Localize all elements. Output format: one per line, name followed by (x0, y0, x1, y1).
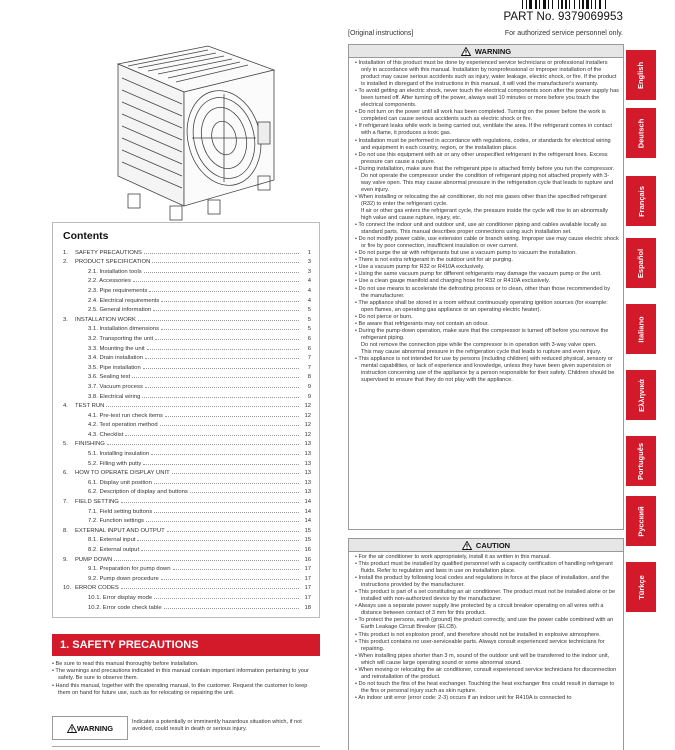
toc-label: 2.4. Electrical requirements (88, 297, 160, 304)
toc-item[interactable] (63, 572, 319, 582)
toc-page: 12 (304, 412, 311, 419)
warning-text: If air or other gas enters the refrigerant cycle, the pressure inside the cycle will rise to an abnormally high value and cause rupture, injury, etc. (361, 207, 608, 222)
warning-text: • Using the same vacuum pump for different refrigerants may damage the vacuum pump or the unit. (355, 271, 602, 278)
toc-page: 13 (304, 479, 311, 486)
toc-item[interactable] (63, 342, 319, 352)
caution-list (349, 552, 623, 702)
safety-intro-item: • Be sure to read this manual thoroughly before installation. (52, 661, 199, 667)
caution-text: • When moving or relocating the air conditioner, consult experienced service technicians for disconnection and reinstallation of the product. (355, 666, 617, 680)
toc-item[interactable] (63, 543, 319, 553)
warning-item (355, 152, 619, 166)
toc-page: 4 (307, 287, 311, 294)
toc-item[interactable] (63, 419, 319, 429)
language-tab-3[interactable] (626, 238, 656, 288)
toc-label: 7.2. Function settings (88, 518, 144, 525)
warning-item (355, 138, 619, 152)
caution-item (355, 695, 619, 702)
toc-item[interactable] (63, 246, 319, 256)
toc-leader (114, 560, 299, 561)
toc-item[interactable] (63, 409, 319, 419)
toc-leader (146, 521, 299, 522)
toc-number: 5. (63, 441, 68, 448)
toc-item[interactable] (63, 371, 319, 381)
warning-text: • Do not purge the air with refrigerants but use a vacuum pump to vacuum the installation. (355, 250, 577, 257)
toc-label: FINISHING (75, 441, 105, 448)
caution-text: • This product contains no user-serviceable parts. Always consult experienced service technicians for repairing. (355, 638, 605, 652)
safety-intro-item: • Hand this manual, together with the operating manual, to the customer. Request the customer to keep them on hand for future use, such as for relocating or repairing the unit. (52, 682, 308, 696)
toc-page: 18 (304, 604, 311, 611)
toc-page: 15 (304, 527, 311, 534)
warning-item (355, 60, 619, 88)
language-tab-label: English (636, 61, 646, 89)
toc-item[interactable] (63, 467, 319, 477)
toc-label: 10.2. Error code check table (88, 604, 162, 611)
toc-leader (154, 483, 299, 484)
warning-text: • This appliance is not intended for use by persons (including children) with reduced physical, sensory or mental capabilities, or lack of experience and knowledge, unless they have been given supervision or instruction concerning use of the appliance by a person responsible for their safety. Children should be supervised to ensure that they do not play with the appliance. (355, 355, 615, 384)
warning-item (355, 271, 619, 278)
toc-leader (145, 387, 299, 388)
warning-box-header (349, 45, 623, 58)
toc-page: 13 (304, 451, 311, 458)
warning-item (355, 194, 619, 222)
outdoor-unit-illustration (108, 44, 280, 222)
language-tab-label: Italiano (636, 315, 646, 343)
toc-page: 6 (307, 335, 311, 342)
toc-item[interactable] (63, 294, 319, 304)
toc-page: 14 (304, 518, 311, 525)
toc-page: 17 (304, 566, 311, 573)
warning-text: • To avoid getting an electric shock, never touch the electrical components soon after the power supply has been turned off. After turning off the power, always wait 10 minutes or more before you touch the electrical components. (355, 88, 619, 109)
language-tab-label: Español (636, 248, 646, 278)
toc-page: 14 (304, 508, 311, 515)
toc-page: 16 (304, 556, 311, 563)
toc-leader (142, 397, 299, 398)
toc-label: 3.7. Vacuum process (88, 383, 143, 390)
caution-text: • This product is part of a set constituting an air conditioner. The product must not be installed alone or be installed with non-authorized device by the manufacturer. (355, 589, 616, 603)
toc-leader (161, 329, 299, 330)
language-tab-label: Deutsch (636, 118, 646, 148)
toc-item[interactable] (63, 265, 319, 275)
toc-page: 5 (307, 316, 311, 323)
caution-item (355, 681, 619, 695)
language-tab-label: Русский (636, 505, 646, 537)
toc-label: 4.1. Pre-test run check items (88, 412, 163, 419)
toc-label: 9.2. Pump down procedure (88, 575, 159, 582)
caution-item (355, 632, 619, 639)
warning-item (355, 264, 619, 271)
authorized-personnel-note: For authorized service personnel only. (504, 30, 623, 37)
toc-label: ERROR CODES (75, 585, 119, 592)
toc-item[interactable] (63, 563, 319, 573)
toc-label: 3.5. Pipe installation (88, 364, 141, 371)
toc-page: 12 (304, 431, 311, 438)
toc-page: 9 (307, 393, 311, 400)
toc-leader (151, 454, 299, 455)
warning-text: • Do not pierce or burn. (355, 313, 413, 320)
warning-text: • During installation, make sure that the refrigerant pipe is attached firmly before you run the compressor. (355, 165, 615, 172)
toc-leader (167, 531, 299, 532)
warning-box (348, 44, 624, 530)
toc-number: 2. (63, 259, 68, 266)
warning-triangle-icon (461, 47, 471, 56)
toc-item[interactable] (63, 256, 319, 266)
part-number: PART No. 9379069953 (503, 11, 623, 23)
warning-item (355, 88, 619, 109)
warning-item (355, 328, 619, 356)
caution-text: • For the air conditioner to work appropriately, install it as written in this manual. (355, 554, 551, 560)
warning-item (355, 236, 619, 250)
language-tab-2[interactable] (626, 176, 656, 226)
toc-item[interactable] (63, 390, 319, 400)
toc-leader (121, 588, 299, 589)
toc-item[interactable] (63, 352, 319, 362)
warning-item (355, 166, 619, 194)
caution-box (348, 538, 624, 750)
language-tab-4[interactable] (626, 304, 656, 354)
warning-text: • To connect the indoor unit and outdoor unit, use air conditioner piping and cables available locally as standard parts. This manual describes proper connections using such installation set. (355, 222, 607, 236)
toc-leader (164, 608, 299, 609)
toc-label: 3.8. Electrical wiring (88, 393, 141, 400)
toc-leader (133, 281, 299, 282)
toc-leader (154, 512, 299, 513)
toc-item[interactable] (63, 457, 319, 467)
toc-item[interactable] (63, 515, 319, 525)
toc-number: 4. (63, 403, 68, 410)
toc-page: 7 (307, 364, 311, 371)
language-tab-1[interactable] (626, 108, 656, 158)
toc-item[interactable] (63, 582, 319, 592)
toc-page: 1 (307, 249, 311, 256)
toc-label: SAFETY PRECAUTIONS (75, 249, 142, 256)
toc-leader (143, 464, 299, 465)
language-tab-6[interactable] (626, 436, 656, 486)
warning-legend (52, 716, 320, 740)
toc-label: 8.1. External input (88, 537, 136, 544)
toc-item[interactable] (63, 447, 319, 457)
toc-label: PUMP DOWN (75, 556, 113, 563)
toc-leader (144, 253, 299, 254)
toc-item[interactable] (63, 323, 319, 333)
toc-number: 3. (63, 316, 68, 323)
toc-page: 3 (307, 259, 311, 266)
toc-leader (161, 579, 299, 580)
toc-label: INSTALLATION WORK (75, 316, 136, 323)
language-tab-7[interactable] (626, 496, 656, 546)
warning-item (355, 109, 619, 123)
toc-page: 17 (304, 585, 311, 592)
caution-text: • To protect the persons, earth (ground) the product correctly, and use the power cable combined with an Earth Leakage Circuit Breaker (ELCB). (355, 617, 614, 631)
toc-item[interactable] (63, 400, 319, 410)
toc-item[interactable] (63, 275, 319, 285)
contents-title: Contents (63, 230, 109, 242)
toc-label: 7.1. Field setting buttons (88, 508, 153, 515)
toc-leader (107, 444, 299, 445)
caution-item (355, 589, 619, 603)
warning-item (355, 300, 619, 314)
toc-leader (165, 416, 299, 417)
warning-item (355, 257, 619, 264)
language-tab-label: Ελληνικά (636, 378, 646, 412)
warning-item (355, 278, 619, 285)
caution-text: • This product must be installed by qualified personnel with a capacity certification of handling refrigerant fluids. Refer to regulation and laws in use on installation place. (355, 561, 613, 575)
caution-box-header (349, 539, 623, 552)
warning-text: • Use a clean gauge manifold and charging hose for R32 or R410A exclusively. (355, 278, 550, 285)
language-tab-label: Français (636, 185, 646, 217)
warning-legend-label (52, 716, 128, 740)
language-tab-5[interactable] (626, 370, 656, 420)
barcode (522, 0, 624, 9)
warning-legend-description: Indicates a potentially or imminently hazardous situation which, if not avoided, could result in death or serious injury. (132, 719, 302, 733)
toc-page: 13 (304, 489, 311, 496)
warning-item (355, 314, 619, 321)
toc-item[interactable] (63, 486, 319, 496)
toc-page: 9 (307, 383, 311, 390)
toc-page: 7 (307, 355, 311, 362)
toc-item[interactable] (63, 476, 319, 486)
warning-text: • When installing or relocating the air conditioner, do not mix gases other than the specified refrigerant (R32) to enter the refrigerant cycle. (355, 193, 607, 207)
caution-triangle-icon (462, 541, 472, 550)
caution-item (355, 603, 619, 617)
toc-leader (161, 301, 299, 302)
original-instructions-note: [Original instructions] (348, 30, 414, 37)
toc-leader (172, 473, 299, 474)
toc-item[interactable] (63, 332, 319, 342)
toc-label: 5.1. Installing insulation (88, 451, 150, 458)
toc-page: 13 (304, 441, 311, 448)
caution-item (355, 561, 619, 575)
warning-text: • During the pump-down operation, make sure that the compressor is turned off before you remove the refrigerant piping. (355, 327, 609, 341)
warning-text: This may cause abnormal pressure in the refrigeration cycle that leads to rupture and even injury. (361, 348, 602, 355)
toc-page: 12 (304, 422, 311, 429)
warning-item (355, 222, 619, 236)
toc-label: 9.1. Preparation for pump down (88, 566, 171, 573)
toc-item[interactable] (63, 495, 319, 505)
toc-page: 8 (307, 374, 311, 381)
toc-item[interactable] (63, 380, 319, 390)
language-tab-label: Türkçe (636, 574, 646, 600)
warning-text: • Installation of this product must be done by experienced service technicians or professional installers only in accordance with this manual. Installation by nonprofessional or improper installation of the product may cause serious accidents such as injury, water leakage, electric shock, or fire. If the product is installed in disregard of the instructions in this manual, it will void the manufacturer's warranty. (355, 60, 617, 88)
toc-page: 3 (307, 268, 311, 275)
toc-leader (147, 349, 299, 350)
toc-leader (145, 358, 299, 359)
warning-text: • There is not extra refrigerant in the outdoor unit for air purging. (355, 257, 513, 264)
toc-page: 16 (304, 547, 311, 553)
warning-text: • Use a vacuum pump for R32 or R410A exclusively. (355, 264, 485, 271)
toc-label: 3.3. Mounting the unit (88, 345, 145, 352)
toc-label: 10.1. Error display mode (88, 594, 153, 601)
warning-text: • Do not use this equipment with air or any other unspecified refrigerant in the refrigerant lines. Excess pressure can cause a rupture. (355, 151, 608, 165)
warning-item (355, 321, 619, 328)
toc-label: 2.1. Installation tools (88, 268, 142, 275)
toc-leader (143, 368, 299, 369)
toc-page: 4 (307, 278, 311, 285)
toc-page: 17 (304, 575, 311, 582)
safety-precautions-heading: 1. SAFETY PRECAUTIONS (52, 634, 320, 656)
toc-item[interactable] (63, 313, 319, 323)
language-tab-0[interactable] (626, 50, 656, 100)
warning-list (349, 58, 623, 384)
toc-page: 13 (304, 460, 311, 467)
warning-text: • Do not use means to accelerate the defrosting process or to clean, other than those recommended by the manufacturer. (355, 285, 611, 299)
toc-item[interactable] (63, 591, 319, 601)
warning-item (355, 286, 619, 300)
warning-box-title: WARNING (474, 46, 512, 56)
toc-leader (149, 291, 299, 292)
caution-item (355, 639, 619, 653)
caution-item (355, 617, 619, 631)
toc-label: 2.5. General information (88, 307, 152, 314)
toc-label: HOW TO OPERATE DISPLAY UNIT (75, 470, 170, 477)
toc-item[interactable] (63, 428, 319, 438)
divider (52, 746, 320, 747)
toc-label: TEST RUN (75, 403, 105, 410)
toc-number: 10. (63, 585, 72, 592)
toc-page: 5 (307, 307, 311, 314)
toc-number: 1. (63, 249, 68, 256)
toc-label: PRODUCT SPECIFICATION (75, 259, 151, 266)
toc-label: 5.2. Filling with putty (88, 460, 142, 467)
toc-item[interactable] (63, 505, 319, 515)
toc-label: FIELD SETTING (75, 499, 119, 506)
toc-leader (152, 262, 299, 263)
warning-item (355, 250, 619, 257)
warning-text: • Do not turn on the power until all work has been completed. Turning on the power before the work is completed can cause serious accidents such as electric shock or fire. (355, 109, 606, 123)
safety-intro-list (52, 661, 320, 697)
warning-text: • The appliance shall be stored in a room without continuously operating ignition sources (for example: open flames, an operating gas appliance or an operating electric heater). (355, 299, 608, 313)
toc-label: 3.2. Transporting the unit (88, 335, 154, 342)
toc-label: 3.4. Drain installation (88, 355, 144, 362)
caution-text: • This product is not explosion proof, and therefore should not be installed in explosive atmosphere. (355, 631, 601, 638)
caution-text: • Do not touch the fins of the heat exchanger. Touching the heat exchanger fins could result in damage to the fins or personal injury such as skin rupture. (355, 680, 615, 694)
toc-item[interactable] (63, 553, 319, 563)
toc-leader (137, 540, 299, 541)
toc-item[interactable] (63, 304, 319, 314)
caution-item (355, 667, 619, 681)
toc-item[interactable] (63, 524, 319, 534)
toc-label: 6.2. Description of display and buttons (88, 489, 188, 496)
warning-legend-text: WARNING (76, 723, 114, 733)
toc-leader (190, 492, 299, 493)
warning-text: Do not remove the connection pipe while the compressor is in operation with 3-way valve open. (361, 341, 597, 348)
toc-leader (141, 550, 299, 551)
language-tab-label: Português (636, 442, 646, 480)
toc-leader (153, 310, 299, 311)
toc-leader (132, 377, 299, 378)
toc-label: 2.3. Pipe requirements (88, 287, 148, 294)
toc-page: 5 (307, 326, 311, 333)
toc-label: 3.1. Installation dimensions (88, 326, 160, 333)
toc-label: 6.1. Display unit position (88, 479, 152, 486)
toc-item[interactable] (63, 361, 319, 371)
toc-item[interactable] (63, 284, 319, 294)
toc-label: 2.2. Accessories (88, 278, 131, 285)
caution-text: • Install the product by following local codes and regulations in force at the place of installation, and the instructions provided by the manufacturer. (355, 575, 610, 589)
toc-leader (125, 435, 299, 436)
toc-label: 4.3. Checklist (88, 431, 124, 438)
toc-leader (106, 406, 299, 407)
caution-text: • Always use a separate power supply line protected by a circuit breaker operating on all wires with a distance between contact of 3 mm for this product. (355, 603, 604, 617)
toc-page: 15 (304, 537, 311, 544)
toc-page: 4 (307, 297, 311, 304)
caution-text: • When installing pipes shorter than 3 m, sound of the outdoor unit will be transferred to the indoor unit, which will cause large operating sound or some abnormal sound. (355, 652, 610, 666)
toc-item[interactable] (63, 438, 319, 448)
toc-label: 4.2. Test operation method (88, 422, 158, 429)
toc-number: 6. (63, 470, 68, 477)
toc-page: 13 (304, 470, 311, 477)
toc-number: 7. (63, 499, 68, 506)
language-tabs (626, 0, 656, 750)
toc-leader (155, 339, 299, 340)
toc-item[interactable] (63, 534, 319, 544)
toc-leader (160, 425, 299, 426)
warning-text: • Be aware that refrigerants may not contain an odour. (355, 320, 489, 327)
caution-item (355, 575, 619, 589)
toc-number: 8. (63, 527, 68, 534)
safety-intro-item: • The warnings and precautions indicated in this manual contain important information pertaining to your safety. Be sure to observe them. (52, 668, 309, 682)
toc-leader (121, 502, 299, 503)
warning-item (355, 356, 619, 384)
toc-item[interactable] (63, 601, 319, 611)
toc-page: 17 (304, 594, 311, 601)
toc-leader (138, 320, 299, 321)
caution-item (355, 653, 619, 667)
warning-triangle-icon (67, 724, 77, 733)
toc-leader (144, 272, 299, 273)
toc-label: EXTERNAL INPUT AND OUTPUT (75, 527, 165, 534)
caution-box-title: CAUTION (475, 540, 511, 550)
contents-box (52, 222, 320, 618)
contents-list (53, 246, 319, 611)
warning-text: Do not operate the compressor under the condition of refrigerant piping not attached properly with 3-way valve open. This may cause abnormal pressure in the refrigeration cycle that leads to rupture and even injury. (361, 172, 614, 193)
toc-leader (154, 598, 299, 599)
toc-page: 6 (307, 345, 311, 352)
warning-text: • Do not modify power cable, use extension cable or branch wiring. Improper use may cause electric shock or fire by poor connection, insufficient insulation or over current. (355, 236, 619, 250)
toc-page: 14 (304, 499, 311, 506)
toc-leader (173, 569, 299, 570)
caution-item (355, 554, 619, 561)
toc-label: 3.6. Sealing test (88, 374, 131, 381)
toc-number: 9. (63, 556, 68, 563)
warning-text: • If refrigerant leaks while work is being carried out, ventilate the area. If the refrigerant comes in contact with a flame, it produces a toxic gas. (355, 123, 612, 137)
caution-text: • An indoor unit error (error code: 2-3) occurs if an indoor unit for R410A is connected to (355, 694, 572, 701)
toc-page: 12 (304, 403, 311, 410)
language-tab-8[interactable] (626, 562, 656, 612)
warning-text: • Installation must be performed in accordance with regulations, codes, or standards for electrical wiring and equipment in each country, region, or the installation place. (355, 137, 611, 151)
toc-label: 8.2. External output (88, 547, 140, 553)
warning-item (355, 123, 619, 137)
